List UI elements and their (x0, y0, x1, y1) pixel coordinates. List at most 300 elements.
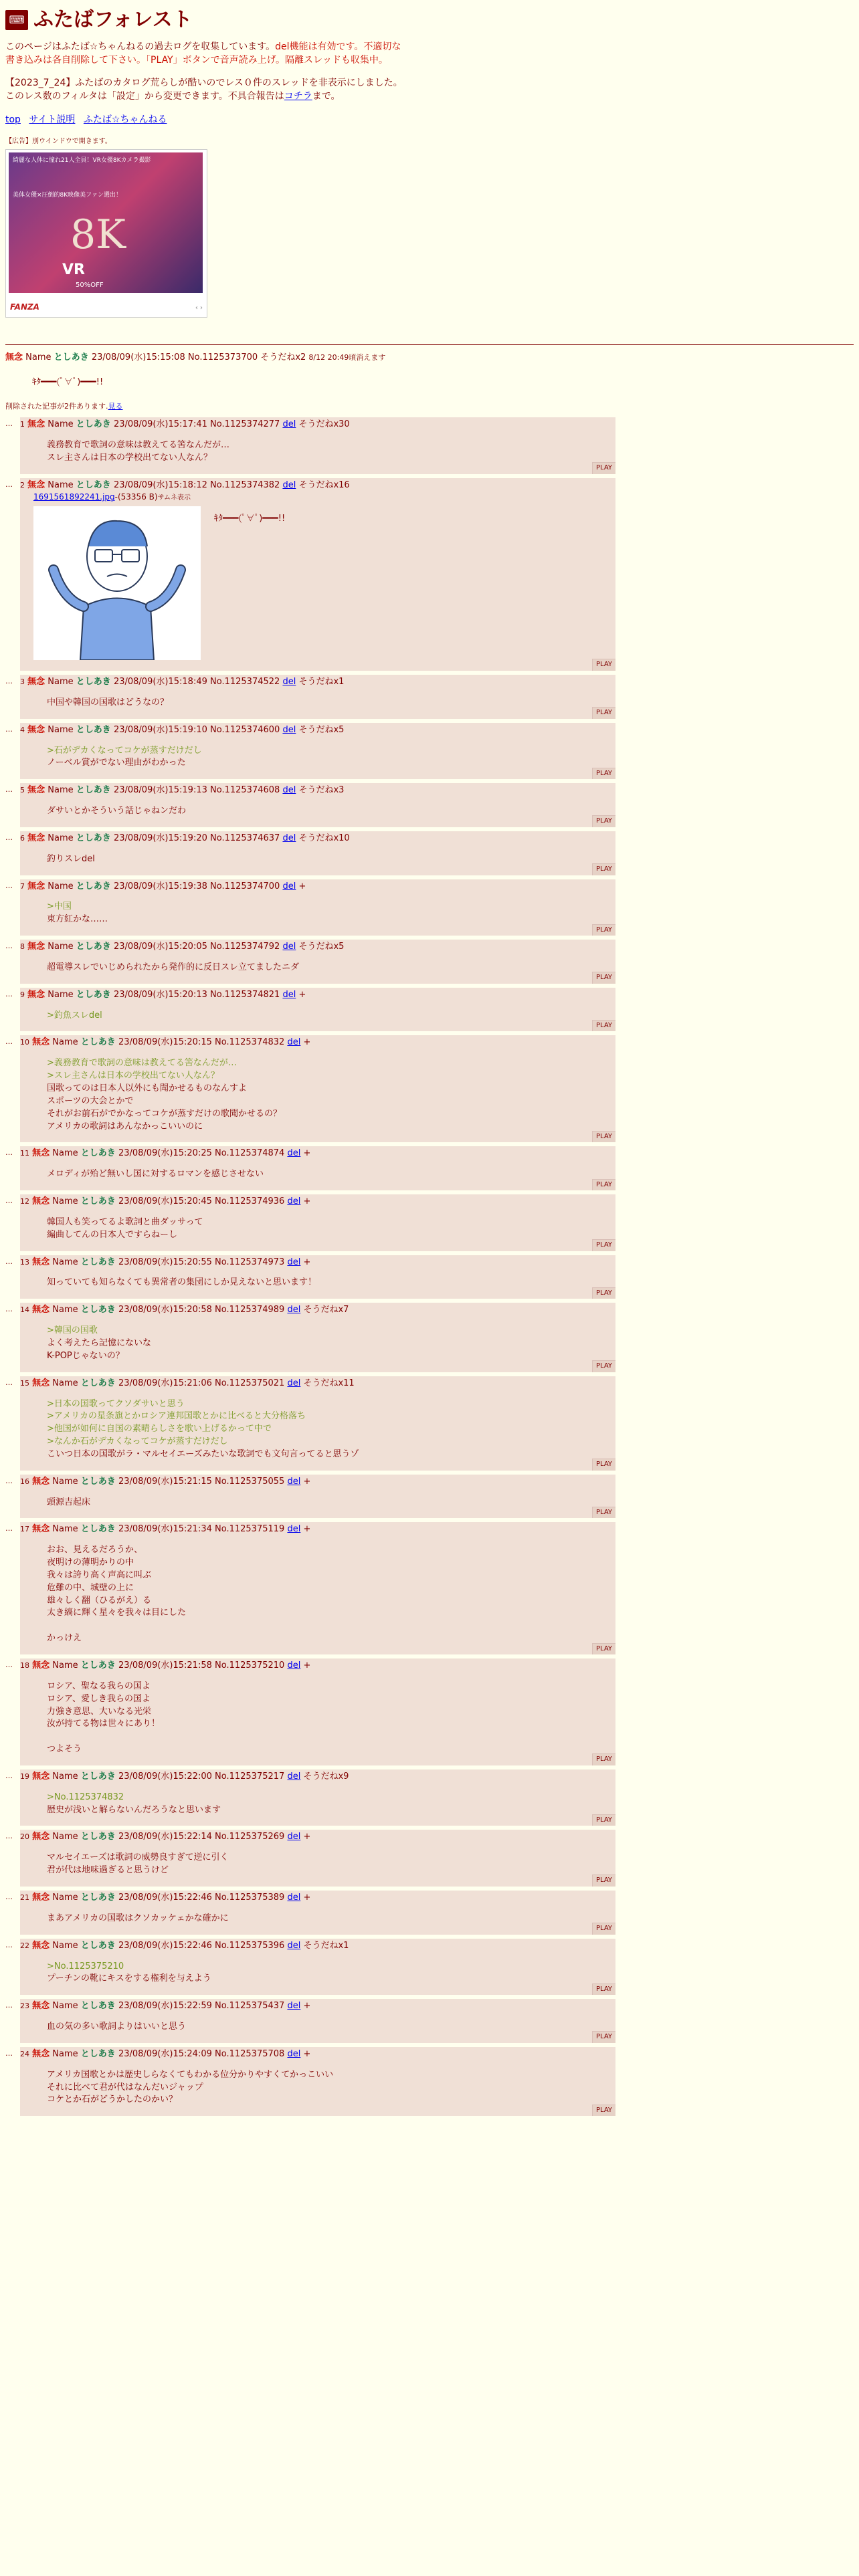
reply-name: としあき (80, 2048, 116, 2059)
reply-name-label: Name (52, 1037, 78, 1048)
reply-no: No.1125375396 (215, 1940, 285, 1951)
report-link[interactable]: コチラ (284, 91, 312, 102)
reply-row (5, 831, 854, 875)
reply-row (5, 1475, 854, 1519)
reply-subject: 無念 (32, 2001, 50, 2012)
del-link[interactable]: del (287, 1378, 301, 1388)
reply-no: No.1125374792 (210, 942, 280, 952)
reply-body (214, 513, 285, 660)
soudane-button[interactable]: そうだねx1 (298, 676, 345, 687)
reply-number: 22 (20, 1941, 29, 1950)
body-line: 知っていても知らなくても異常者の集団にしか見えないと思います！ (47, 1277, 317, 1288)
reply-number: 16 (20, 1477, 29, 1486)
reply-subject: 無念 (32, 1257, 50, 1267)
body-line: アメリカの歌詞はあんなかっこいいのに (47, 1121, 203, 1132)
reply-no: No.1125374832 (215, 1037, 285, 1048)
del-link[interactable]: del (287, 1196, 301, 1207)
quote-line: >石がデカくなってコケが蒸すだけだし (47, 745, 202, 756)
reply-no: No.1125374973 (215, 1257, 285, 1267)
reply-number: 11 (20, 1149, 29, 1158)
play-button[interactable]: PLAY (592, 1287, 615, 1299)
reply-no: No.1125374600 (210, 724, 280, 735)
play-button[interactable]: PLAY (592, 1459, 615, 1471)
play-button[interactable]: PLAY (592, 1360, 615, 1372)
play-button[interactable]: PLAY (592, 768, 615, 780)
reply-number: 1 (20, 420, 25, 429)
reply-header (20, 2000, 615, 2013)
soudane-button[interactable]: そうだねx5 (298, 724, 345, 735)
body-line: 中国や韓国の国歌はどうなの？ (47, 697, 169, 708)
play-button[interactable]: PLAY (592, 972, 615, 984)
reply-number: 21 (20, 1893, 29, 1902)
reply-name-label: Name (52, 1892, 78, 1903)
reply-no: No.1125374989 (215, 1305, 285, 1315)
body-line: おお、見えるだろうか、 (47, 1545, 143, 1555)
soudane-button[interactable]: そうだねx9 (303, 1771, 349, 1782)
reply-header (20, 1148, 615, 1160)
reply-post (20, 1255, 615, 1299)
reply-no: No.1125375210 (215, 1660, 285, 1671)
reply-date: 23/08/09(水)15:22:00 (118, 1771, 212, 1782)
reply-post (20, 1830, 615, 1887)
reply-number: 12 (20, 1197, 29, 1206)
body-line: ｷﾀ━━━(ﾟ∀ﾟ)━━━!! (214, 513, 286, 524)
reply-name-label: Name (52, 1305, 78, 1315)
reply-dots: … (5, 833, 13, 842)
reply-no: No.1125375119 (215, 1524, 285, 1535)
play-button[interactable]: PLAY (592, 707, 615, 719)
reply-subject: 無念 (27, 676, 45, 687)
reply-date: 23/08/09(水)15:22:14 (118, 1832, 212, 1842)
thumb-label[interactable]: サムネ表示 (157, 494, 191, 502)
body-line: 頭源吉起床 (47, 1497, 91, 1507)
soudane-button[interactable]: そうだねx5 (298, 942, 345, 952)
body-line: 東方紅かな…… (47, 914, 108, 925)
image-row (33, 506, 615, 660)
del-link[interactable]: del (287, 1771, 301, 1782)
body-line: 力強き意思、大いなる光栄 (47, 1706, 152, 1717)
reply-dots: … (5, 676, 13, 685)
soudane-button[interactable]: そうだねx1 (303, 1940, 349, 1951)
site-logo-icon: ⌨ (5, 10, 28, 30)
play-button[interactable]: PLAY (592, 1020, 615, 1032)
reply-name-label: Name (47, 724, 74, 735)
reply-name-label: Name (52, 2048, 78, 2059)
reply-header (20, 1660, 615, 1673)
reply-body (47, 1792, 615, 1817)
reply-name-label: Name (52, 1771, 78, 1782)
reply-number: 24 (20, 2049, 29, 2058)
del-link[interactable]: del (287, 1660, 301, 1671)
play-button[interactable]: PLAY (592, 659, 615, 671)
reply-no: No.1125374936 (215, 1196, 285, 1207)
del-link[interactable]: del (287, 1892, 301, 1903)
reply-name: としあき (80, 1196, 116, 1207)
reply-post (20, 1035, 615, 1142)
reply-subject: 無念 (32, 1660, 50, 1671)
soudane-button[interactable]: そうだねx16 (298, 479, 350, 490)
reply-dots: … (5, 1305, 13, 1314)
reply-name: としあき (80, 1660, 116, 1671)
reply-name: としあき (76, 785, 111, 796)
soudane-button[interactable]: + (298, 989, 306, 1000)
soudane-button[interactable]: + (303, 1832, 311, 1842)
reply-row (5, 783, 854, 827)
reply-post (20, 1303, 615, 1372)
reply-post (20, 783, 615, 827)
reply-post (20, 675, 615, 719)
reply-dots: … (5, 1257, 13, 1266)
reply-name: としあき (80, 1771, 116, 1782)
reply-subject: 無念 (32, 1892, 50, 1903)
play-button[interactable]: PLAY (592, 1643, 615, 1655)
del-link[interactable]: del (282, 785, 296, 796)
reply-date: 23/08/09(水)15:20:05 (113, 942, 207, 952)
reply-name-label: Name (47, 833, 74, 843)
del-link[interactable]: del (287, 1940, 301, 1951)
reply-body (47, 439, 615, 465)
play-button[interactable]: PLAY (592, 2031, 615, 2043)
reply-post (20, 1194, 615, 1251)
futaba-link[interactable]: ふたば☆ちゃんねる (83, 114, 167, 125)
reply-body (47, 1497, 615, 1509)
reply-row (5, 1999, 854, 2043)
ad-nav-arrows[interactable]: ‹ › (195, 304, 203, 312)
reply-number: 17 (20, 1525, 29, 1534)
play-button[interactable]: PLAY (592, 924, 615, 936)
soudane-button[interactable]: + (298, 881, 306, 891)
reply-date: 23/08/09(水)15:19:38 (113, 881, 207, 891)
reply-no: No.1125375389 (215, 1892, 285, 1903)
quote-line: >日本の国歌ってクソダサいと思う (47, 1398, 185, 1409)
reply-name: としあき (80, 1148, 116, 1159)
reply-header (20, 1304, 615, 1317)
reply-date: 23/08/09(水)15:20:13 (113, 989, 207, 1000)
reply-name: としあき (76, 989, 111, 1000)
nav-links (5, 113, 854, 126)
reply-date: 23/08/09(水)15:18:12 (113, 479, 207, 490)
reply-name: としあき (76, 479, 111, 490)
soudane-button[interactable]: そうだねx3 (298, 785, 345, 796)
reply-dots: … (5, 1832, 13, 1841)
reply-name-label: Name (52, 1660, 78, 1671)
reply-name: としあき (80, 1524, 116, 1535)
reply-number: 15 (20, 1378, 29, 1388)
reply-subject: 無念 (27, 942, 45, 952)
reply-no: No.1125375055 (215, 1476, 285, 1487)
reply-header (20, 1476, 615, 1489)
reply-name-label: Name (47, 989, 74, 1000)
reply-dots: … (5, 479, 13, 489)
play-button[interactable]: PLAY (592, 462, 615, 474)
reply-name: としあき (76, 881, 111, 891)
del-link[interactable]: del (287, 1148, 301, 1159)
body-line: ロシア、愛しき我らの国よ (47, 1693, 151, 1704)
reply-name: としあき (80, 1476, 116, 1487)
body-line: 韓国人も笑ってるよ歌詞と曲ダッサって (47, 1216, 203, 1227)
reply-dots: … (5, 1524, 13, 1533)
del-link[interactable]: del (282, 419, 296, 430)
deleted-note: 削除された記事が2件あります.見る (5, 402, 123, 411)
body-line: アメリカ国歌とかは歴史しらなくてもわかる位分かりやすくてかっこいい (47, 2069, 334, 2080)
reply-header (20, 1892, 615, 1905)
intro-text: このページはふたば☆ちゃんねるの過去ログを収集しています。del機能は有効です。不適切な書き込みは各自削除して下さい。「PLAY」ボタンで音声読み上げ。隔離スレッドも収集中。 (5, 41, 401, 66)
reply-dots: … (5, 1148, 13, 1158)
reply-subject: 無念 (32, 1148, 50, 1159)
reply-post (20, 1522, 615, 1654)
body-line (47, 1731, 615, 1743)
reply-body (47, 2069, 615, 2107)
reply-row (5, 1658, 854, 1765)
reply-no: No.1125374608 (210, 785, 280, 796)
del-link[interactable]: del (282, 676, 296, 687)
soudane-button[interactable]: + (303, 1148, 311, 1159)
soudane-button[interactable]: + (303, 1476, 311, 1487)
reply-post (20, 831, 615, 875)
del-link[interactable]: del (287, 1832, 301, 1842)
body-line: スポーツの大会とかで (47, 1095, 134, 1106)
reply-name: としあき (76, 724, 111, 735)
soudane-button[interactable]: + (303, 2001, 311, 2012)
reply-row (5, 879, 854, 936)
soudane-button[interactable]: + (303, 1257, 311, 1267)
divider (5, 344, 854, 345)
intro-notice: 【2023_7_24】ふたばのカタログ荒らしが酷いのでレス０件のスレッドを非表示にしました。このレス数のフィルタは「設定」から変更できます。不具合報告はコチラまで。 (5, 78, 403, 102)
reply-date: 23/08/09(水)15:19:20 (113, 833, 207, 843)
reply-body (47, 697, 615, 710)
ad-brand-logo: FANZA (10, 302, 39, 312)
play-button[interactable]: PLAY (592, 1239, 615, 1251)
play-button[interactable]: PLAY (592, 1179, 615, 1191)
quote-line: >スレ主さんは日本の学校出てない人なん？ (47, 1071, 219, 1081)
quote-line: >他国が如何に自国の素晴らしさを歌い上げるかって中で (47, 1424, 272, 1434)
reply-subject: 無念 (27, 881, 45, 891)
reply-body (47, 1216, 615, 1242)
reply-no: No.1125374637 (210, 833, 280, 843)
soudane-button[interactable]: そうだねx10 (298, 833, 350, 843)
play-button[interactable]: PLAY (592, 863, 615, 875)
body-line: 君が代は地味過ぎると思うけど (47, 1865, 169, 1876)
quote-line: >アメリカの星条旗とかロシア連邦国歌とかに比べると大分格落ち (47, 1411, 306, 1422)
reply-dots: … (5, 1378, 13, 1387)
reply-row (5, 2047, 854, 2116)
reply-subject: 無念 (32, 1832, 50, 1842)
del-link[interactable]: del (282, 989, 296, 1000)
op-body: ｷﾀ━━━(ﾟ∀ﾟ)━━━!! (32, 377, 104, 388)
play-button[interactable]: PLAY (592, 1874, 615, 1887)
del-link[interactable]: del (287, 1037, 301, 1048)
reply-number: 3 (20, 677, 25, 686)
reply-post (20, 1475, 615, 1519)
reply-body (47, 1325, 615, 1363)
reply-post (20, 879, 615, 936)
reply-dots: … (5, 2048, 13, 2058)
del-link[interactable]: del (287, 2001, 301, 2012)
body-line: つよそう (47, 1744, 82, 1755)
reply-name-label: Name (52, 1257, 78, 1267)
play-button[interactable]: PLAY (592, 1983, 615, 1996)
reply-body (47, 1681, 615, 1756)
reply-body (47, 1057, 615, 1133)
body-line: 義務教育で歌詞の意味は教えてる筈なんだが… (47, 439, 230, 450)
reply-number: 7 (20, 881, 25, 891)
soudane-button[interactable]: + (303, 1892, 311, 1903)
del-link[interactable]: del (287, 1476, 301, 1487)
reply-date: 23/08/09(水)15:19:13 (113, 785, 207, 796)
soudane-button[interactable]: + (303, 1524, 311, 1535)
reply-date: 23/08/09(水)15:17:41 (113, 419, 207, 430)
play-button[interactable]: PLAY (592, 1507, 615, 1519)
body-line: 国歌ってのは日本人以外にも聞かせるものなんすよ (47, 1083, 248, 1094)
del-link[interactable]: del (287, 1257, 301, 1267)
reply-subject: 無念 (32, 1476, 50, 1487)
reply-body (47, 1277, 615, 1289)
reply-dots: … (5, 989, 13, 998)
play-button[interactable]: PLAY (592, 1814, 615, 1826)
reply-number: 4 (20, 725, 25, 734)
reply-date: 23/08/09(水)15:22:59 (118, 2001, 212, 2012)
reply-name-label: Name (47, 419, 74, 430)
show-deleted-link[interactable]: 見る (108, 402, 123, 411)
reply-no: No.1125374700 (210, 881, 280, 891)
reply-name: としあき (76, 833, 111, 843)
quote-line: >韓国の国歌 (47, 1325, 98, 1336)
body-line: それに比べて君が代はなんだいジャップ (47, 2082, 203, 2092)
reply-body (47, 1168, 615, 1181)
reply-header (20, 676, 615, 689)
reply-name: としあき (80, 1892, 116, 1903)
ad-banner[interactable] (5, 149, 207, 318)
top-link[interactable]: top (5, 114, 21, 125)
reply-subject: 無念 (32, 1037, 50, 1048)
reply-header (20, 419, 615, 431)
reply-dots: … (5, 419, 13, 429)
body-line: 危難の中、城壁の上に (47, 1582, 134, 1593)
reply-name: としあき (80, 1832, 116, 1842)
play-button[interactable]: PLAY (592, 1131, 615, 1143)
soudane-button[interactable]: + (303, 1660, 311, 1671)
del-link[interactable]: del (282, 942, 296, 952)
reply-number: 2 (20, 480, 25, 490)
del-link[interactable]: del (282, 479, 296, 490)
body-line: ロシア、聖なる我らの国よ (47, 1681, 151, 1691)
body-line: 汝が持てる物は世々にあり！ (47, 1719, 161, 1729)
reply-name: としあき (76, 676, 111, 687)
body-line: K-POPじゃないの？ (47, 1350, 124, 1361)
reply-row (5, 1769, 854, 1826)
reply-body (47, 1398, 615, 1461)
del-link[interactable]: del (282, 833, 296, 843)
reply-header (20, 1523, 615, 1536)
reply-row (5, 988, 854, 1032)
soudane-button[interactable]: そうだねx30 (298, 419, 350, 430)
reply-date: 23/08/09(水)15:21:34 (118, 1524, 212, 1535)
reply-date: 23/08/09(水)15:22:46 (118, 1892, 212, 1903)
body-line: 夜明けの薄明かりの中 (47, 1558, 134, 1568)
op-soudane[interactable]: そうだねx2 (260, 352, 306, 363)
reply-row (5, 1303, 854, 1372)
del-link[interactable]: del (287, 2048, 301, 2059)
reply-row (5, 675, 854, 719)
soudane-button[interactable]: そうだねx7 (303, 1305, 349, 1315)
reply-name-label: Name (47, 785, 74, 796)
reply-number: 23 (20, 2002, 29, 2011)
file-size: -(53356 B) (114, 492, 158, 502)
reply-row (5, 1194, 854, 1251)
reply-subject: 無念 (27, 833, 45, 843)
reply-row (5, 1830, 854, 1887)
reply-header (20, 1771, 615, 1784)
reply-no: No.1125374277 (210, 419, 280, 430)
reply-date: 23/08/09(水)15:20:58 (118, 1305, 212, 1315)
reply-header (20, 784, 615, 797)
reply-row (5, 417, 854, 474)
reply-post (20, 1939, 615, 1996)
del-link[interactable]: del (287, 1305, 301, 1315)
reply-name-label: Name (52, 1476, 78, 1487)
file-link[interactable]: 1691561892241.jpg (33, 492, 115, 502)
reply-date: 23/08/09(水)15:21:15 (118, 1476, 212, 1487)
reply-row (5, 1376, 854, 1471)
reply-no: No.1125375269 (215, 1832, 285, 1842)
soudane-button[interactable]: + (303, 2048, 311, 2059)
reply-name: としあき (80, 1257, 116, 1267)
reply-row (5, 1939, 854, 1996)
reply-header (20, 1378, 615, 1390)
reply-header (20, 1037, 615, 1049)
reply-dots: … (5, 785, 13, 794)
del-link[interactable]: del (282, 881, 296, 891)
reply-subject: 無念 (32, 1940, 50, 1951)
del-link[interactable]: del (282, 724, 296, 735)
reply-row (5, 478, 854, 671)
thumbnail-image[interactable] (33, 506, 201, 660)
reply-body (47, 901, 615, 926)
soudane-button[interactable]: + (303, 1196, 311, 1207)
play-button[interactable]: PLAY (592, 1753, 615, 1765)
reply-row (5, 1522, 854, 1654)
reply-header (20, 881, 615, 893)
body-line: ダサいとかそういう話じゃねンだわ (47, 806, 187, 817)
reply-subject: 無念 (27, 479, 45, 490)
reply-header (20, 1940, 615, 1953)
reply-name-label: Name (47, 676, 74, 687)
del-link[interactable]: del (287, 1524, 301, 1535)
soudane-button[interactable]: そうだねx11 (303, 1378, 355, 1388)
reply-body (47, 805, 615, 818)
reply-no: No.1125375437 (215, 2001, 285, 2012)
reply-number: 19 (20, 1772, 29, 1781)
reply-name-label: Name (52, 1940, 78, 1951)
play-button[interactable]: PLAY (592, 815, 615, 827)
op-post: 無念 Name としあき 23/08/09(水)15:15:08 No.1125373700 そうだねx2 8/12 20:49頃消えます ｷﾀ━━━(ﾟ∀ﾟ)━━━!! (5, 352, 854, 389)
play-button[interactable]: PLAY (592, 1923, 615, 1935)
body-line: コケとか石がどうかしたのかい？ (47, 2095, 178, 2105)
reply-number: 8 (20, 942, 25, 952)
reply-header (20, 479, 615, 492)
reply-name: としあき (80, 1940, 116, 1951)
about-link[interactable]: サイト説明 (29, 114, 76, 125)
reply-name-label: Name (52, 2001, 78, 2012)
reply-post (20, 1891, 615, 1935)
reply-post (20, 988, 615, 1032)
body-line: まあアメリカの国歌はクソカッケェかな確かに (47, 1913, 229, 1923)
reply-no: No.1125374821 (210, 989, 280, 1000)
soudane-button[interactable]: + (303, 1037, 311, 1048)
play-button[interactable]: PLAY (592, 2105, 615, 2117)
reply-header (20, 1257, 615, 1269)
file-info (33, 492, 615, 504)
